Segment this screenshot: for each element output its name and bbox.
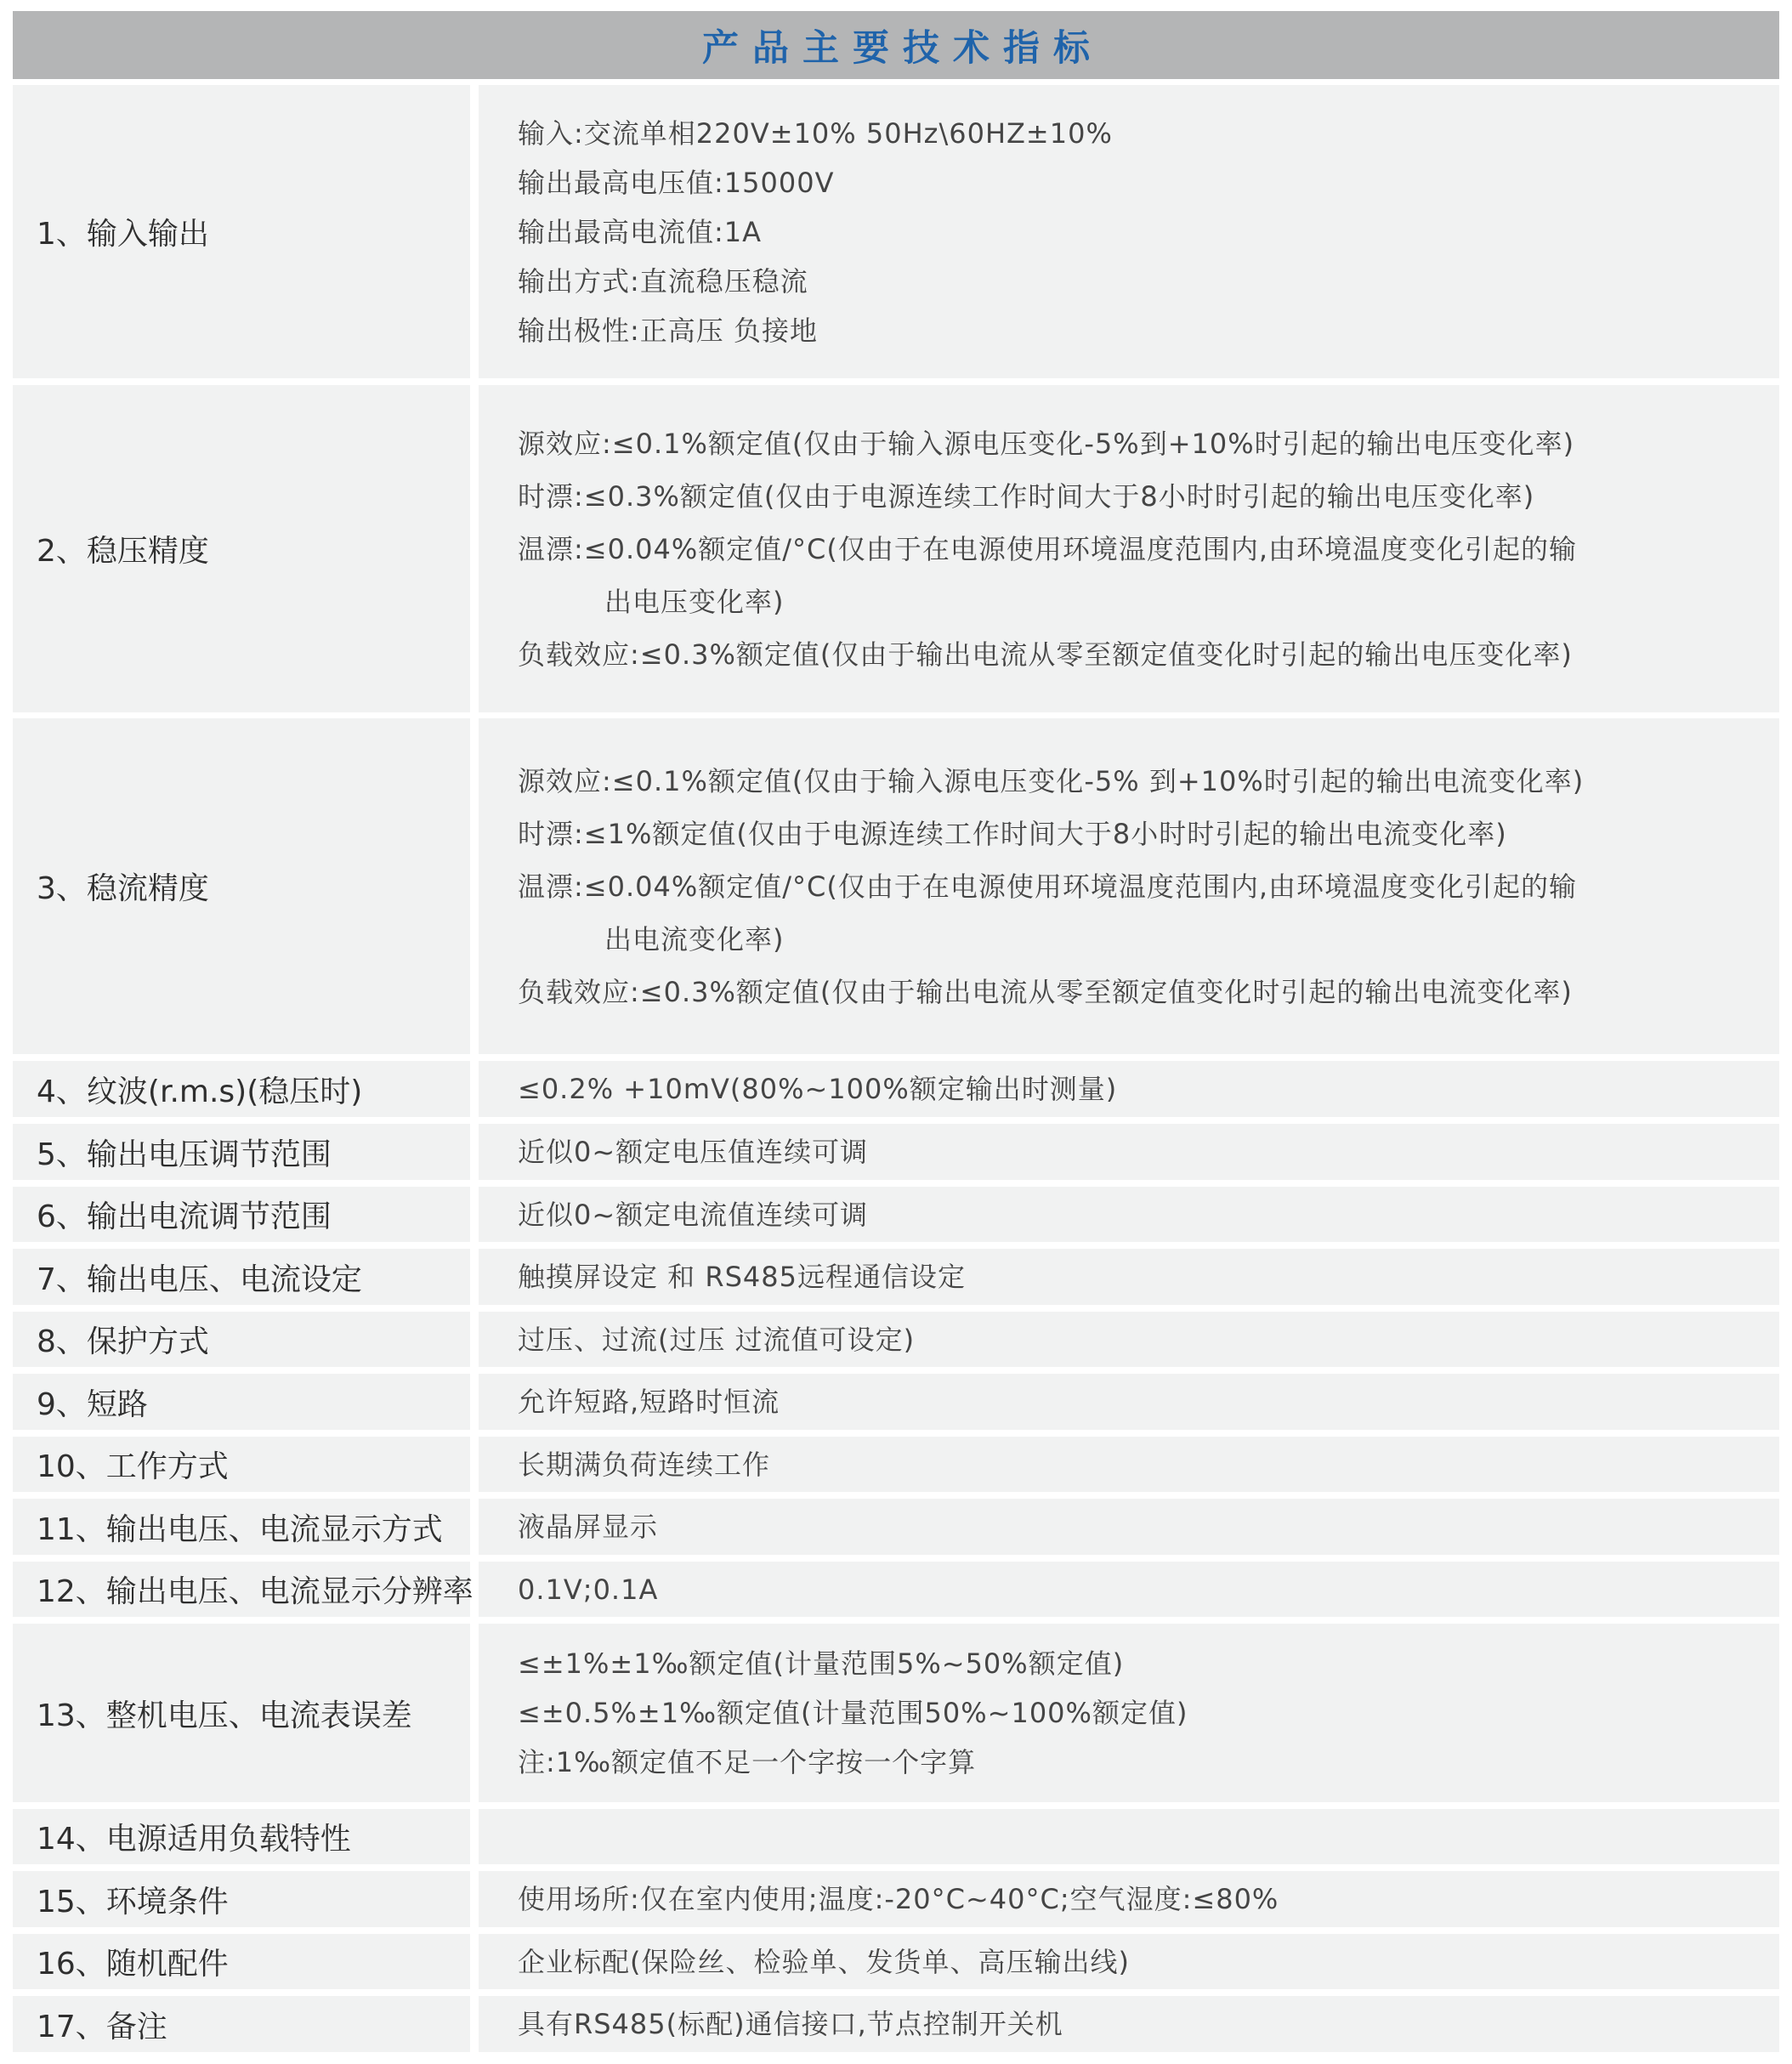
- content-line: 时漂:≤0.3%额定值(仅由于电源连续工作时间大于8小时时引起的输出电压变化率): [518, 479, 1535, 513]
- table-row: [13, 718, 1779, 1054]
- row-label: 11、输出电压、电流显示方式: [13, 1499, 470, 1555]
- table-row: [13, 1374, 1779, 1430]
- row-content: [479, 1499, 1779, 1555]
- content-line: 输出最高电流值:1A: [518, 215, 763, 248]
- row-content: [479, 1249, 1779, 1305]
- content-line: [518, 1812, 1779, 1862]
- content-line: 温漂:≤0.04%额定值/°C(仅由于在电源使用环境温度范围内,由环境温度变化引起的输: [518, 870, 1578, 903]
- content-line: 负载效应:≤0.3%额定值(仅由于输出电流从零至额定值变化时引起的输出电压变化率): [518, 638, 1573, 671]
- table-row: [13, 1312, 1779, 1367]
- table-row: [13, 1996, 1779, 2052]
- content-line: 企业标配(保险丝、检验单、发货单、高压输出线): [518, 1945, 1130, 1978]
- row-label: 12、输出电压、电流显示分辨率: [13, 1562, 470, 1617]
- row-content: [479, 1437, 1779, 1492]
- table-row: [13, 1187, 1779, 1242]
- table-row: [13, 385, 1779, 712]
- content-line: 出电流变化率): [604, 922, 785, 955]
- table-row: [13, 1437, 1779, 1492]
- table-row: [13, 1562, 1779, 1617]
- row-content: [479, 718, 1779, 1054]
- table-row: [13, 1624, 1779, 1802]
- content-line: 注:1‰额定值不足一个字按一个字算: [518, 1746, 977, 1778]
- table-row: [13, 1809, 1779, 1864]
- content-line: ≤0.2% +10mV(80%~100%额定输出时测量): [518, 1073, 1118, 1105]
- content-line: 近似0~额定电压值连续可调: [518, 1136, 869, 1168]
- row-label: 13、整机电压、电流表误差: [13, 1624, 470, 1802]
- content-line: 输出最高电压值:15000V: [518, 166, 835, 199]
- table-row: [13, 1934, 1779, 1989]
- row-label: 17、备注: [13, 1996, 470, 2052]
- content-line: 触摸屏设定 和 RS485远程通信设定: [518, 1261, 966, 1293]
- row-label: 15、环境条件: [13, 1871, 470, 1927]
- content-line: ≤±0.5%±1‰额定值(计量范围50%~100%额定值): [518, 1697, 1188, 1729]
- row-content: [479, 1312, 1779, 1367]
- row-label: 5、输出电压调节范围: [13, 1124, 470, 1180]
- table-row: [13, 1499, 1779, 1555]
- row-label: 4、纹波(r.m.s)(稳压时): [13, 1061, 470, 1117]
- row-label: 2、稳压精度: [13, 385, 470, 712]
- content-line: 具有RS485(标配)通信接口,节点控制开关机: [518, 2008, 1063, 2040]
- content-line: 使用场所:仅在室内使用;温度:-20°C~40°C;空气湿度:≤80%: [518, 1883, 1279, 1915]
- row-content: [479, 1124, 1779, 1180]
- row-label: 7、输出电压、电流设定: [13, 1249, 470, 1305]
- row-content: [479, 1374, 1779, 1430]
- row-label: 16、随机配件: [13, 1934, 470, 1989]
- page-title: 产品主要技术指标: [702, 26, 1103, 70]
- content-line: ≤±1%±1‰额定值(计量范围5%~50%额定值): [518, 1647, 1125, 1680]
- content-line: 液晶屏显示: [518, 1511, 659, 1543]
- content-line: 时漂:≤1%额定值(仅由于电源连续工作时间大于8小时时引起的输出电流变化率): [518, 817, 1507, 850]
- row-content: [479, 1996, 1779, 2052]
- row-content: [479, 1871, 1779, 1927]
- table-row: [13, 1871, 1779, 1927]
- row-content: [479, 1624, 1779, 1802]
- content-line: 负载效应:≤0.3%额定值(仅由于输出电流从零至额定值变化时引起的输出电流变化率): [518, 975, 1573, 1008]
- row-content: [479, 1809, 1779, 1864]
- row-content: [479, 385, 1779, 712]
- content-line: 源效应:≤0.1%额定值(仅由于输入源电压变化-5%到+10%时引起的输出电压变化率): [518, 427, 1575, 460]
- row-content: [479, 1187, 1779, 1242]
- row-content: [479, 1061, 1779, 1117]
- row-label: 1、输入输出: [13, 85, 470, 378]
- content-line: 源效应:≤0.1%额定值(仅由于输入源电压变化-5% 到+10%时引起的输出电流变化率): [518, 764, 1585, 797]
- content-line: 0.1V;0.1A: [518, 1573, 659, 1606]
- content-line: 近似0~额定电流值连续可调: [518, 1198, 869, 1231]
- content-line: 过压、过流(过压 过流值可设定): [518, 1323, 916, 1356]
- row-label: 14、电源适用负载特性: [13, 1809, 470, 1864]
- content-line: 输入:交流单相220V±10% 50Hz\60HZ±10%: [518, 116, 1113, 150]
- row-content: [479, 1562, 1779, 1617]
- row-label: 3、稳流精度: [13, 718, 470, 1054]
- table-row: [13, 1061, 1779, 1117]
- row-label: 6、输出电流调节范围: [13, 1187, 470, 1242]
- table-row: [13, 85, 1779, 378]
- row-content: [479, 85, 1779, 378]
- content-line: 长期满负荷连续工作: [518, 1448, 771, 1481]
- row-content: [479, 1934, 1779, 1989]
- content-line: 出电压变化率): [604, 585, 785, 618]
- table-header: [13, 11, 1779, 79]
- row-label: 8、保护方式: [13, 1312, 470, 1367]
- content-line: 温漂:≤0.04%额定值/°C(仅由于在电源使用环境温度范围内,由环境温度变化引起的输: [518, 532, 1578, 565]
- table-row: [13, 1249, 1779, 1305]
- content-line: 输出方式:直流稳压稳流: [518, 264, 808, 298]
- row-label: 10、工作方式: [13, 1437, 470, 1492]
- content-line: 允许短路,短路时恒流: [518, 1386, 780, 1418]
- table-row: [13, 1124, 1779, 1180]
- content-line: 输出极性:正高压 负接地: [518, 314, 818, 347]
- row-label: 9、短路: [13, 1374, 470, 1430]
